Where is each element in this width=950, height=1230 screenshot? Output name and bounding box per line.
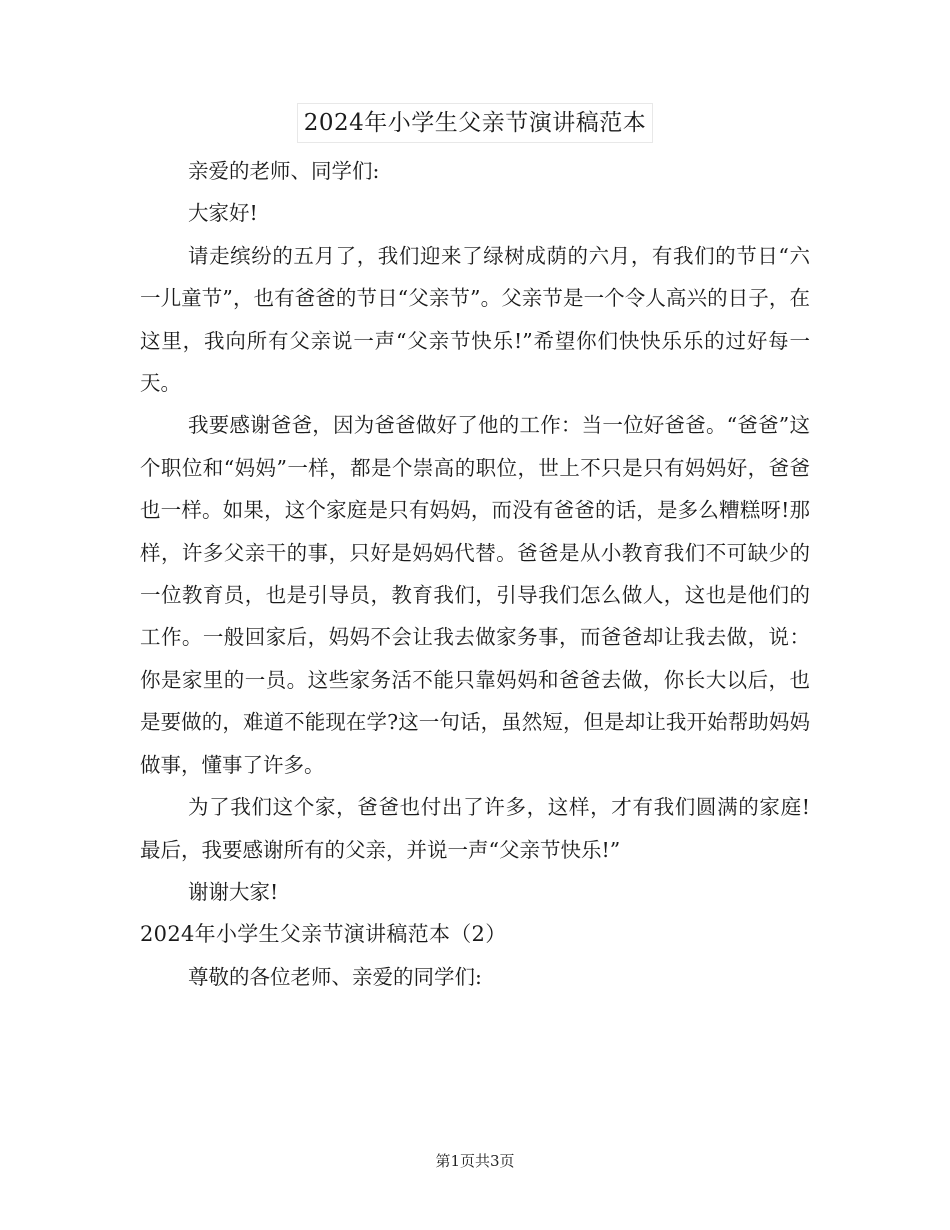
paragraph-intro: 请走缤纷的五月了，我们迎来了绿树成荫的六月，有我们的节日“六一儿童节”，也有爸爸的节日“父亲节”。父亲节是一个令人高兴的日子，在这里，我向所有父亲说一声“父亲节快乐!”希望你们快快乐乐的过好每一天。 (140, 243, 810, 396)
salutation: 亲爱的老师、同学们: (188, 159, 380, 183)
greeting: 大家好! (188, 201, 258, 226)
document-body (140, 150, 810, 998)
closing-thanks: 谢谢大家! (188, 879, 279, 904)
page-indicator: 第1页共3页 (435, 1152, 515, 1170)
document-title: 2024年小学生父亲节演讲稿范本 (297, 103, 653, 143)
paragraph-thanks-father: 我要感谢爸爸，因为爸爸做好了他的工作：当一位好爸爸。“爸爸”这个职位和“妈妈”一样，都是个崇高的职位，世上不只是只有妈妈好，爸爸也一样。如果，这个家庭是只有妈妈，而没有爸爸的话，是多么糟糕呀!那样，许多父亲干的事，只好是妈妈代替。爸爸是从小教育我们不可缺少的一位教育员，也是引导员，教育我们，引导我们怎么做人，这也是他们的工作。一般回家后，妈妈不会让我去做家务事，而爸爸却让我去做，说：你是家里的一员。这些家务活不能只靠妈妈和爸爸去做，你长大以后，也是要做的，难道不能现在学?这一句话，虽然短，但是却让我开始帮助妈妈做事，懂事了许多。 (140, 413, 810, 777)
second-salutation: 尊敬的各位老师、亲爱的同学们: (188, 964, 482, 989)
section-subtitle: 2024年小学生父亲节演讲稿范本（2） (140, 922, 507, 947)
paragraph-conclusion: 为了我们这个家，爸爸也付出了许多，这样，才有我们圆满的家庭!最后，我要感谢所有的父亲，并说一声“父亲节快乐!” (140, 795, 810, 862)
